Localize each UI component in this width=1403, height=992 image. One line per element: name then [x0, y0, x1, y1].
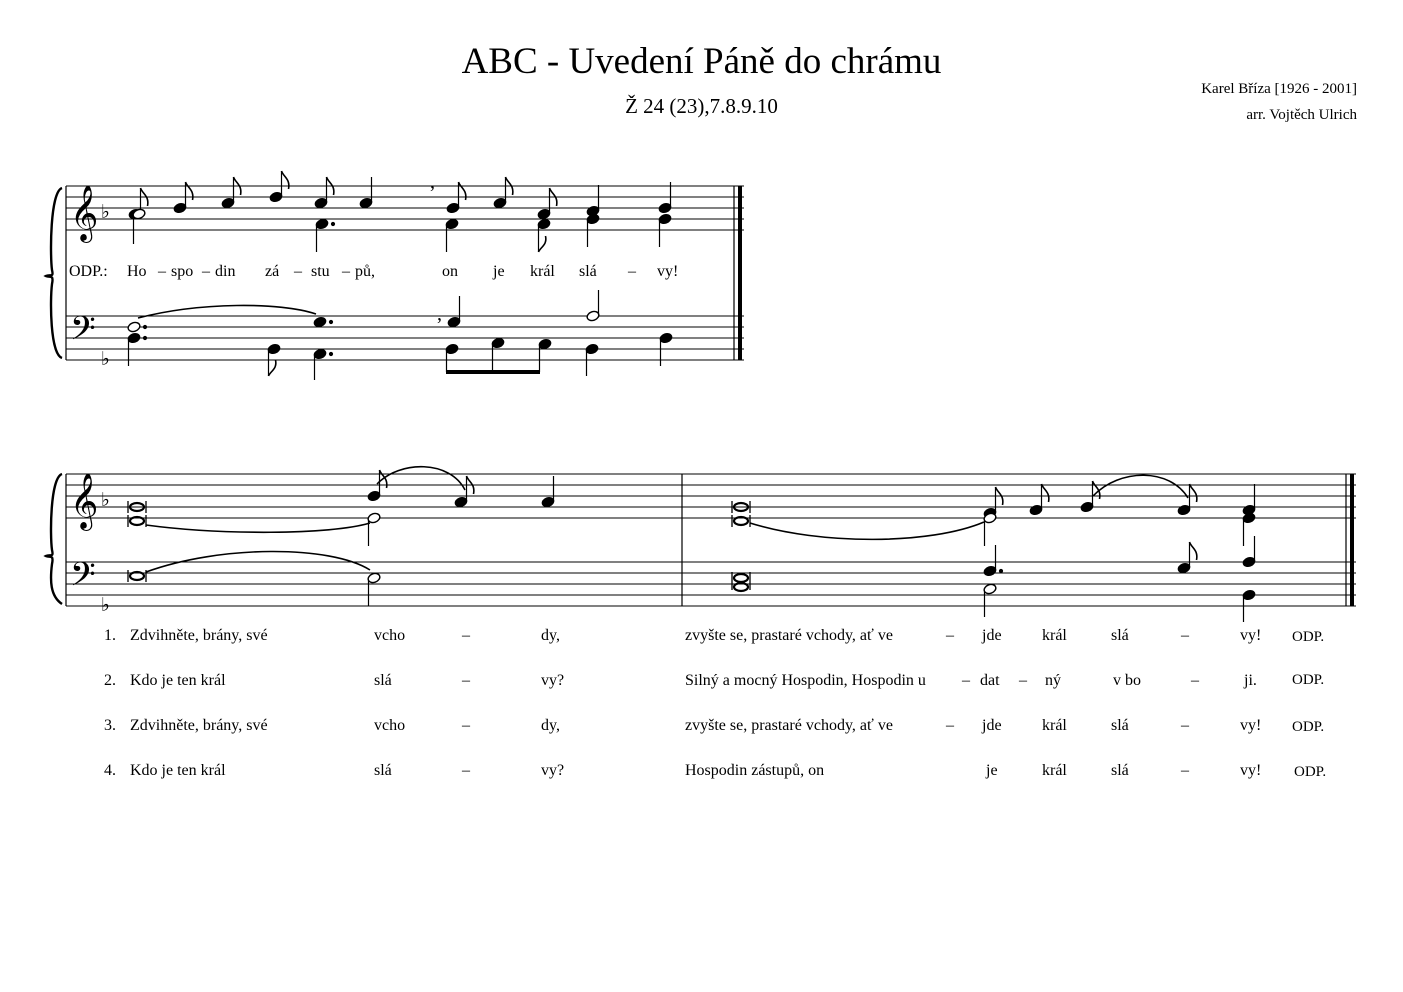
system-2-measure-2-notes: [983, 481, 1256, 622]
breve-note: [128, 515, 146, 527]
system-2-tie: [146, 523, 370, 532]
verse-syllable: vy?: [541, 762, 565, 779]
verse-hyphen: –: [462, 672, 470, 689]
verse-syllable: vcho: [374, 627, 406, 644]
breath-mark-icon: ,: [430, 171, 435, 193]
breath-mark-icon: ,: [437, 303, 442, 325]
verse-table: [104, 627, 1326, 780]
verse-hyphen: –: [1181, 627, 1189, 644]
verse-hyphen: –: [1181, 762, 1189, 779]
verse-row-4: [104, 762, 1326, 780]
verse-syllable: vy?: [541, 672, 565, 689]
system-2: [46, 467, 1356, 622]
verse-syllable: slá: [1111, 717, 1129, 734]
system-1-soprano-notes: [128, 171, 672, 220]
system-1-brace: [46, 188, 62, 358]
verse-hyphen: –: [1181, 717, 1189, 734]
treble-clef-icon: 𝄞: [70, 185, 99, 241]
response-syllable: Ho: [127, 263, 147, 280]
response-cue: ODP.: [1294, 764, 1327, 780]
system-2-slur: [1093, 475, 1188, 498]
verse-number: 3.: [104, 717, 116, 734]
verse-syllable: dat: [980, 672, 1000, 689]
psalm-reference: Ž 24 (23),7.8.9.10: [625, 94, 778, 118]
key-signature-flat-icon: ♭: [101, 594, 110, 616]
verse-text: zvyšte se, prastaré vchody, ať ve: [685, 717, 893, 734]
verse-syllable: král: [1042, 762, 1067, 779]
page-title: ABC - Uvedení Páně do chrámu: [461, 41, 942, 82]
verse-syllable: vy!: [1240, 717, 1262, 734]
response-syllable: je: [493, 263, 505, 280]
verse-text: Hospodin zástupů, on: [685, 762, 825, 779]
response-label: ODP.:: [69, 263, 108, 280]
response-hyphen: –: [628, 263, 636, 280]
verse-hyphen: –: [462, 762, 470, 779]
response-cue: ODP.: [1292, 672, 1325, 688]
verse-hyphen: –: [946, 627, 954, 644]
response-syllable: pů,: [355, 263, 375, 280]
verse-syllable: slá: [374, 672, 392, 689]
verse-syllable: je: [986, 762, 998, 779]
verse-text: zvyšte se, prastaré vchody, ať ve: [685, 627, 893, 644]
verse-hyphen: –: [1019, 672, 1027, 689]
system-2-treble-staff: [66, 474, 1356, 518]
system-1-bass-notes: [127, 332, 673, 380]
verse-text: Silný a mocný Hospodin, Hospodin u: [685, 672, 926, 689]
verse-syllable: vy!: [1240, 627, 1262, 644]
verse-number: 2.: [104, 672, 116, 689]
verse-hyphen: –: [946, 717, 954, 734]
verse-syllable: v bo: [1113, 672, 1141, 689]
key-signature-flat-icon: ♭: [101, 489, 110, 511]
breve-note: [128, 570, 146, 582]
system-1: [46, 171, 744, 380]
response-cue: ODP.: [1292, 629, 1325, 645]
response-syllable: král: [530, 263, 555, 280]
verse-syllable: vcho: [374, 717, 406, 734]
response-hyphen: –: [202, 263, 210, 280]
verse-text: Kdo je ten král: [130, 762, 226, 779]
response-syllable: zá: [265, 263, 280, 280]
verse-syllable: jde: [982, 717, 1002, 734]
verse-text: Kdo je ten král: [130, 672, 226, 689]
response-hyphen: –: [342, 263, 350, 280]
key-signature-flat-icon: ♭: [101, 348, 110, 370]
verse-row-3: [104, 717, 1324, 735]
verse-syllable: král: [1042, 627, 1067, 644]
response-syllable: spo: [171, 263, 194, 280]
verse-syllable: slá: [1111, 627, 1129, 644]
system-2-slur: [377, 467, 465, 490]
bass-clef-icon: 𝄢: [70, 556, 96, 602]
verse-hyphen: –: [1191, 672, 1199, 689]
verse-syllable: jde: [982, 627, 1002, 644]
system-2-breve-notes: [128, 501, 750, 591]
verse-text: Zdvihněte, brány, své: [130, 717, 268, 734]
verse-syllable: dy,: [541, 717, 560, 734]
system-2-tie: [750, 522, 984, 539]
system-2-bass-staff: [66, 562, 1356, 606]
response-syllable: slá: [579, 263, 597, 280]
response-syllable: stu: [311, 263, 330, 280]
system-1-bass-staff: [66, 316, 744, 360]
arranger-credit: arr. Vojtěch Ulrich: [1246, 107, 1357, 123]
breve-note: [732, 515, 750, 527]
response-syllable: vy!: [657, 263, 679, 280]
verse-syllable: ný: [1045, 672, 1061, 689]
treble-clef-icon: 𝄞: [70, 473, 99, 529]
system-1-treble-staff: [66, 186, 744, 230]
response-lyrics: [69, 263, 678, 280]
composer-credit: Karel Bříza [1926 - 2001]: [1201, 81, 1357, 97]
verse-syllable: dy,: [541, 627, 560, 644]
bass-clef-icon: 𝄢: [70, 310, 96, 356]
verse-syllable: slá: [1111, 762, 1129, 779]
verse-row-1: [104, 627, 1324, 645]
verse-syllable: slá: [374, 762, 392, 779]
response-hyphen: –: [294, 263, 302, 280]
verse-syllable: král: [1042, 717, 1067, 734]
response-hyphen: –: [158, 263, 166, 280]
system-2-measure-1-notes: [367, 470, 555, 606]
key-signature-flat-icon: ♭: [101, 201, 110, 223]
verse-row-2: [104, 672, 1324, 689]
response-syllable: on: [442, 263, 458, 280]
verse-number: 4.: [104, 762, 116, 779]
verse-hyphen: –: [962, 672, 970, 689]
response-cue: ODP.: [1292, 719, 1325, 735]
verse-syllable: vy!: [1240, 762, 1262, 779]
system-2-brace: [46, 474, 62, 604]
verse-number: 1.: [104, 627, 116, 644]
verse-hyphen: –: [462, 717, 470, 734]
verse-syllable: ji.: [1244, 672, 1257, 689]
verse-hyphen: –: [462, 627, 470, 644]
response-syllable: din: [215, 263, 236, 280]
verse-text: Zdvihněte, brány, své: [130, 627, 268, 644]
